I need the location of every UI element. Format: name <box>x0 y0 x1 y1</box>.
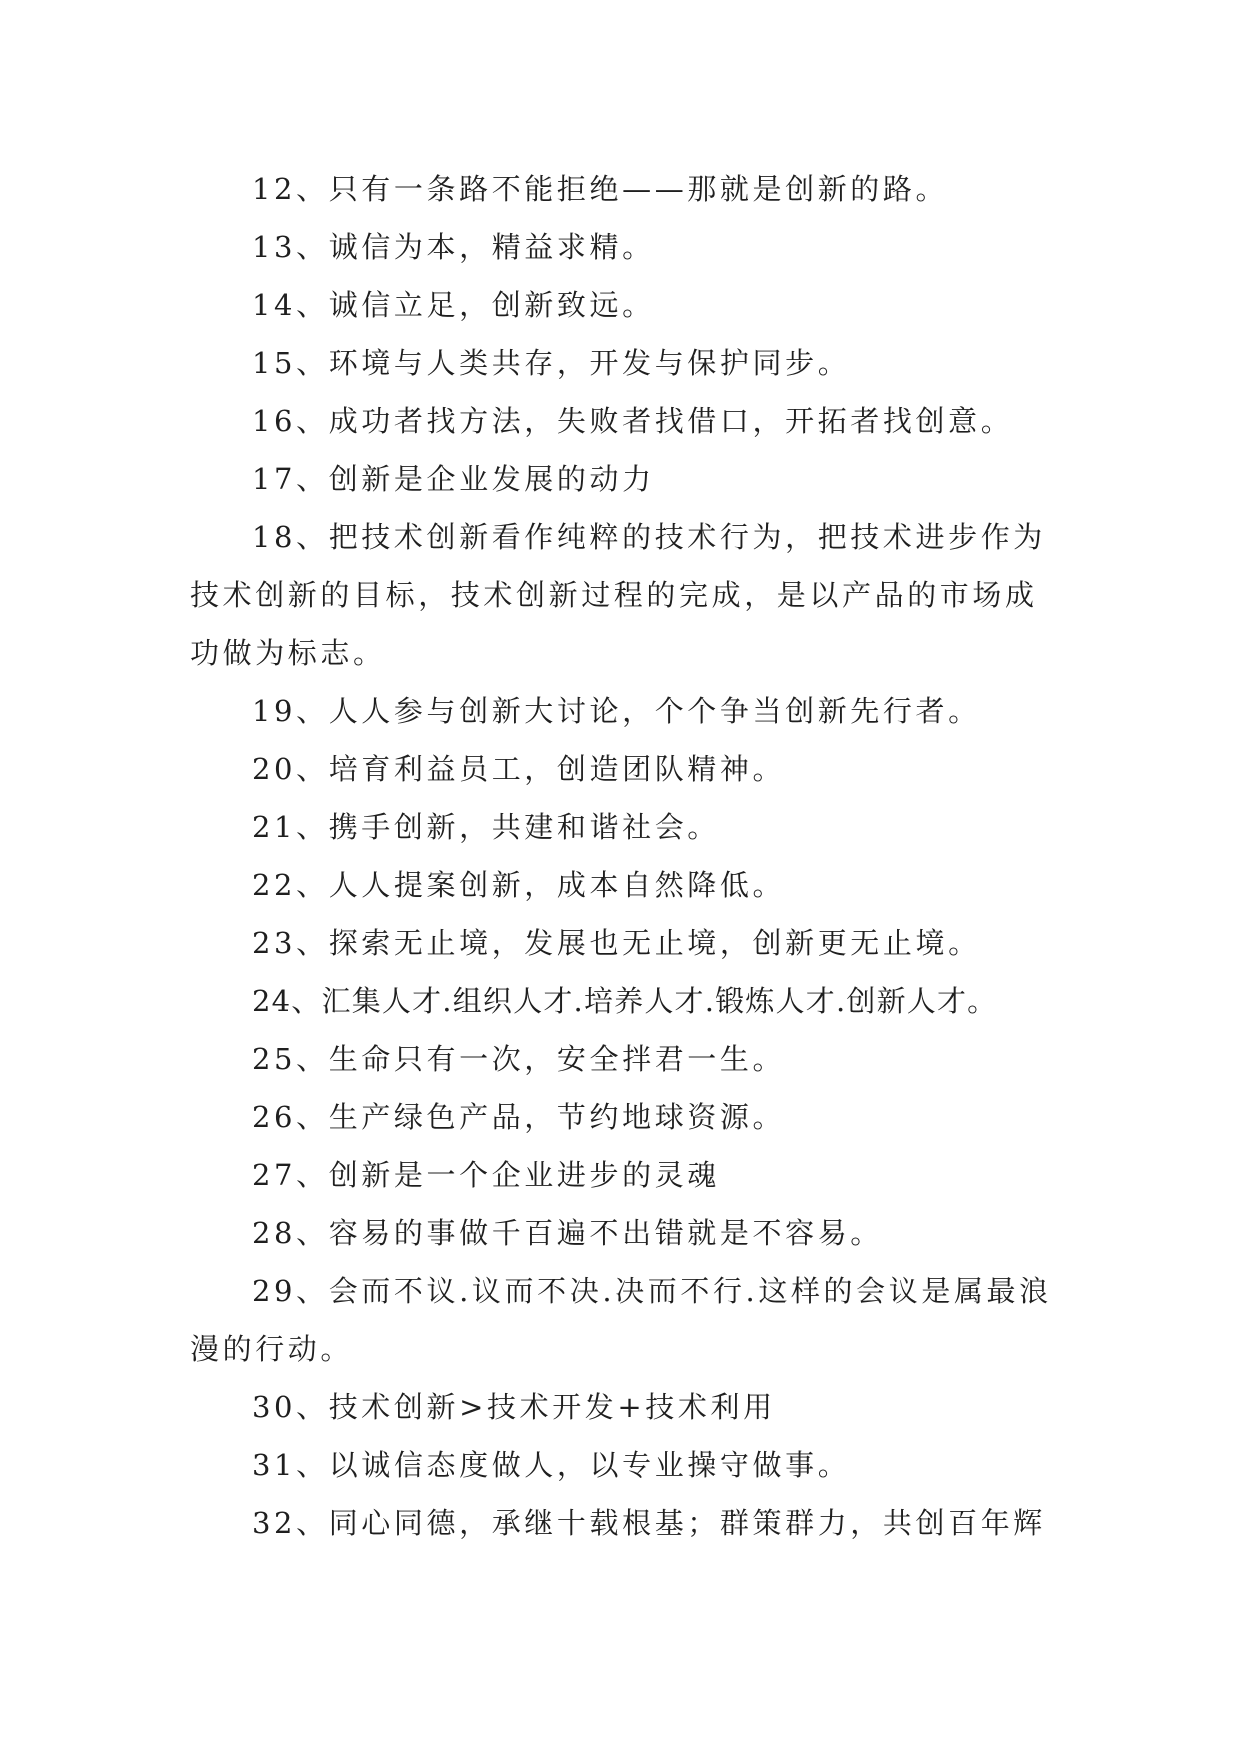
list-item: 19、人人参与创新大讨论，个个争当创新先行者。 <box>252 694 981 728</box>
list-item: 16、成功者找方法，失败者找借口，开拓者找创意。 <box>252 404 1014 438</box>
list-item: 28、容易的事做千百遍不出错就是不容易。 <box>252 1216 883 1250</box>
list-item: 31、以诚信态度做人，以专业操守做事。 <box>252 1448 851 1482</box>
list-item: 23、探索无止境，发展也无止境，创新更无止境。 <box>252 926 981 960</box>
list-item: 26、生产绿色产品，节约地球资源。 <box>252 1100 786 1134</box>
list-item: 21、携手创新，共建和谐社会。 <box>252 810 720 844</box>
list-item: 27、创新是一个企业进步的灵魂 <box>252 1158 720 1192</box>
list-item: 20、培育利益员工，创造团队精神。 <box>252 752 786 786</box>
list-item: 12、只有一条路不能拒绝——那就是创新的路。 <box>252 172 949 206</box>
list-item: 18、把技术创新看作纯粹的技术行为，把技术进步作为技术创新的目标，技术创新过程的完成，是以产品的市场成功做为标志。 <box>190 520 1046 670</box>
list-item: 15、环境与人类共存，开发与保护同步。 <box>252 346 851 380</box>
list-item: 14、诚信立足，创新致远。 <box>252 288 655 322</box>
list-item: 30、技术创新>技术开发+技术利用 <box>252 1390 776 1424</box>
list-item: 25、生命只有一次，安全拌君一生。 <box>252 1042 786 1076</box>
list-item: 22、人人提案创新，成本自然降低。 <box>252 868 786 902</box>
list-item: 32、同心同德，承继十载根基；群策群力，共创百年辉 <box>252 1506 1046 1540</box>
list-item: 29、会而不议.议而不决.决而不行.这样的会议是属最浪漫的行动。 <box>190 1274 1052 1366</box>
list-item: 13、诚信为本，精益求精。 <box>252 230 655 264</box>
document-body <box>190 160 1052 1552</box>
list-item: 17、创新是企业发展的动力 <box>252 462 655 496</box>
list-item: 24、汇集人才.组织人才.培养人才.锻炼人才.创新人才。 <box>252 984 998 1018</box>
